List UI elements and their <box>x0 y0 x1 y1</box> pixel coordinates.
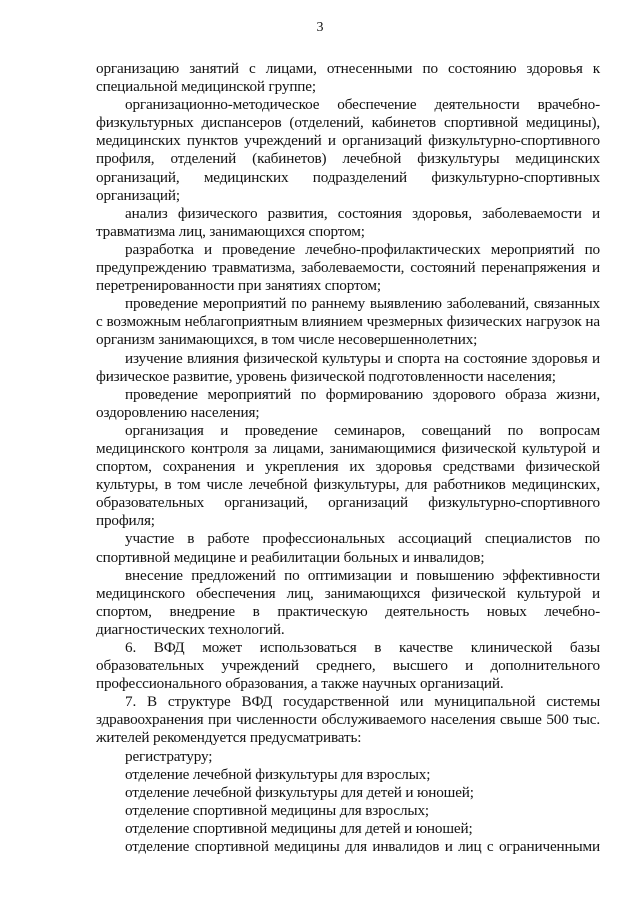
list-item-registry: регистратуру; <box>125 747 213 765</box>
paragraph-10: внесение предложений по оптимизации и повышению эффективности медицинского обеспечения лиц, занимающихся физической культурой и спортом, внедрение в практическую деятельность новых лечебно-диагностических технологий. <box>96 566 600 638</box>
paragraph-4: разработка и проведение лечебно-профилактических мероприятий по предупреждению травматизма, заболеваемости, состояний перенапряжения и перетренированности при занятиях спортом; <box>96 240 600 295</box>
list-item-sport-adults: отделение спортивной медицины для взрослых; <box>125 801 429 819</box>
paragraph-3: анализ физического развития, состояния здоровья, заболеваемости и травматизма лиц, занимающихся спортом; <box>96 204 600 240</box>
paragraph-6: изучение влияния физической культуры и спорта на состояние здоровья и физическое развитие, уровень физической подготовленности населения; <box>96 349 600 385</box>
list-item-lfk-youth: отделение лечебной физкультуры для детей и юношей; <box>125 783 474 801</box>
paragraph-7: проведение мероприятий по формированию здорового образа жизни, оздоровлению населения; <box>96 385 600 421</box>
list-item-lfk-adults: отделение лечебной физкультуры для взрослых; <box>125 765 431 783</box>
list-item-sport-youth: отделение спортивной медицины для детей и юношей; <box>125 819 473 837</box>
page-number: 3 <box>316 20 324 35</box>
paragraph-12: 7. В структуре ВФД государственной или муниципальной системы здравоохранения при численности обслуживаемого населения свыше 500 тыс. жителей рекомендуется предусматривать: <box>96 693 600 747</box>
document-body <box>96 60 600 856</box>
paragraph-5: проведение мероприятий по раннему выявлению заболеваний, связанных с возможным неблагоприятным влиянием чрезмерных физических нагрузок на организм занимающихся, в том числе несовершеннолетних; <box>96 295 600 349</box>
list-item-sport-disabled: отделение спортивной медицины для инвалидов и лиц с ограниченными <box>125 838 600 856</box>
paragraph-2: организационно-методическое обеспечение деятельности врачебно-физкультурных диспансеров (отделений, кабинетов спортивной медицины), медицинских пунктов учреждений и организаций физкультурно-спортивного профиля, отделений (кабинетов) лечебной физкультуры медицинских организаций, медицинских подразделений физкультурно-спортивных организаций; <box>96 96 600 204</box>
paragraph-11: 6. ВФД может использоваться в качестве клинической базы образовательных учреждений среднего, высшего и дополнительного профессионального образования, а также научных организаций. <box>96 639 600 693</box>
paragraph-8: организация и проведение семинаров, совещаний по вопросам медицинского контроля за лицами, занимающимися физической культурой и спортом, сохранения и укрепления их здоровья средствами физической культуры, в том числе лечебной физкультуры, для работников медицинских, образовательных организаций, организаций физкультурно-спортивного профиля; <box>96 421 600 530</box>
paragraph-1: организацию занятий с лицами, отнесенными по состоянию здоровья к специальной медицинской группе; <box>96 60 600 96</box>
paragraph-9: участие в работе профессиональных ассоциаций специалистов по спортивной медицине и реабилитации больных и инвалидов; <box>96 530 600 566</box>
